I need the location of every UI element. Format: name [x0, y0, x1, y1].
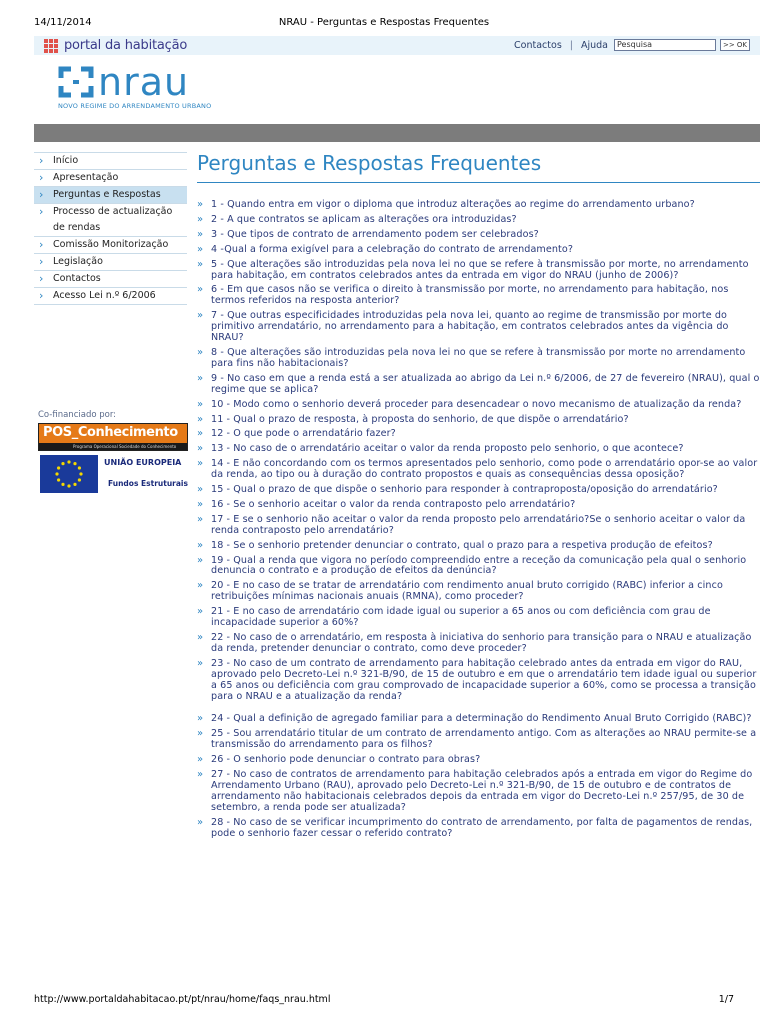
faq-link[interactable] [197, 818, 760, 840]
faq-link[interactable] [197, 200, 760, 211]
double-chevron-icon: » [197, 484, 204, 496]
faq-question: 12 - O que pode o arrendatário fazer? [211, 428, 396, 440]
faq-question: 6 - Em que casos não se verifica o direito à transmissão por morte, no arrendamento para habitação, nos termos referidos na resposta anterior? [211, 284, 729, 307]
faq-link[interactable] [197, 556, 760, 578]
faq-question: 20 - E no caso de se tratar de arrendatário com rendimento anual bruto corrigido (RABC) inferior a cinco retribuições mínimas nacionais anuais (RMNA), como proceder? [211, 580, 723, 603]
eu-flag-icon [40, 455, 98, 493]
faq-question: 1 - Quando entra em vigor o diploma que introduz alterações ao regime do arrendamento urbano? [211, 199, 695, 210]
cofinanced-label: Co-financiado por: [38, 410, 117, 420]
faq-link[interactable] [197, 729, 760, 751]
search-go-button[interactable]: >> OK [720, 39, 750, 51]
sidebar-item-legislacao[interactable] [34, 254, 187, 271]
faq-link[interactable] [197, 415, 760, 426]
top-links [514, 39, 750, 51]
chevron-right-icon: › [39, 255, 44, 268]
print-page-number: 1/7 [718, 994, 734, 1005]
double-chevron-icon: » [197, 580, 204, 592]
double-chevron-icon: » [197, 713, 204, 725]
faq-link[interactable] [197, 429, 760, 440]
faq-link[interactable] [197, 374, 760, 396]
double-chevron-icon: » [197, 606, 204, 618]
sidebar-item-label: Legislação [53, 256, 103, 267]
print-title: NRAU - Perguntas e Respostas Frequentes [278, 17, 490, 28]
faq-link[interactable] [197, 444, 760, 455]
faq-question: 15 - Qual o prazo de que dispõe o senhorio para responder à contraproposta/oposição do arrendatário? [211, 484, 718, 496]
faq-link[interactable] [197, 230, 760, 241]
faq-question: 10 - Modo como o senhorio deverá proceder para desencadear o novo mecanismo de atualização da renda? [211, 398, 742, 410]
grey-banner [34, 124, 760, 142]
page-title: Perguntas e Respostas Frequentes [197, 151, 542, 175]
chevron-right-icon: › [39, 272, 44, 285]
faq-link[interactable] [197, 581, 760, 603]
faq-question: 17 - E se o senhorio não aceitar o valor da renda proposto pelo arrendatário?Se o senhorio aceitar o valor da renda contraposto pelo arrendatário? [211, 513, 746, 536]
double-chevron-icon: » [197, 728, 204, 740]
double-chevron-icon: » [197, 372, 204, 384]
faq-link[interactable] [197, 659, 760, 703]
faq-question: 8 - Que alterações são introduzidas pela nova lei no que se refere à transmissão por morte no arrendamento para fins não habitacionais? [211, 346, 746, 369]
sidebar-item-contactos[interactable] [34, 271, 187, 288]
double-chevron-icon: » [197, 199, 204, 210]
main-content [197, 150, 760, 844]
double-chevron-icon: » [197, 258, 204, 270]
eu-funds: Fundos Estruturais [108, 479, 188, 488]
faq-question: 24 - Qual a definição de agregado familiar para a determinação do Rendimento Anual Bruto Corrigido (RABC)? [211, 713, 752, 725]
chevron-right-icon: › [39, 188, 44, 201]
faq-link[interactable] [197, 633, 760, 655]
faq-link[interactable] [197, 400, 760, 411]
pos-conhecimento-logo[interactable] [38, 423, 188, 451]
faq-link[interactable] [197, 541, 760, 552]
faq-question: 7 - Que outras especificidades introduzidas pela nova lei, quanto ao regime de transmissão por morte do primitivo arrendatário, no arrendamento para a habitação, em contratos celebrados antes da vigência do NRAU? [211, 310, 729, 344]
nrau-logo-word: nrau [98, 60, 190, 104]
title-rule [197, 182, 760, 183]
pos-logo-text: POS_Conhecimento [43, 425, 178, 440]
faq-question: 18 - Se o senhorio pretender denunciar o contrato, qual o prazo para a respetiva produção de efeitos? [211, 539, 713, 551]
faq-link[interactable] [197, 459, 760, 481]
faq-link[interactable] [197, 245, 760, 256]
faq-question: 23 - No caso de um contrato de arrendamento para habitação celebrado antes da entrada em vigor do RAU, aprovado pelo Decreto-Lei n.º 321-B/90, de 15 de outubro e em que o arrendatário tem idade igual ou superior a 65 anos ou deficiência com grau comprovado de incapacidade superior a 60%, como se processa a transição para o NRAU e a atualização da renda? [211, 657, 757, 702]
faq-link[interactable] [197, 500, 760, 511]
double-chevron-icon: » [197, 310, 204, 322]
portal-brand[interactable] [44, 37, 187, 54]
faq-question: 13 - No caso de o arrendatário aceitar o valor da renda proposto pelo senhorio, o que acontece? [211, 443, 684, 455]
faq-question: 11 - Qual o prazo de resposta, à proposta do senhorio, de que dispõe o arrendatário? [211, 413, 629, 425]
double-chevron-icon: » [197, 458, 204, 470]
faq-link[interactable] [197, 607, 760, 629]
double-chevron-icon: » [197, 554, 204, 566]
print-header [0, 17, 768, 31]
eu-funds-logo[interactable] [38, 453, 188, 495]
faq-question: 16 - Se o senhorio aceitar o valor da renda contraposto pelo arrendatário? [211, 498, 576, 510]
double-chevron-icon: » [197, 243, 204, 255]
double-chevron-icon: » [197, 284, 204, 296]
faq-link[interactable] [197, 311, 760, 344]
cofinanced-block [38, 410, 188, 495]
eu-title: UNIÃO EUROPEIA [104, 458, 182, 467]
sidebar-item-processo[interactable] [34, 204, 187, 237]
double-chevron-icon: » [197, 754, 204, 766]
sidebar-item-label: Apresentação [53, 172, 119, 183]
double-chevron-icon: » [197, 428, 204, 440]
faq-link[interactable] [197, 348, 760, 370]
sidebar-item-label: Perguntas e Respostas [53, 189, 161, 200]
faq-question: 14 - E não concordando com os termos apresentados pelo senhorio, como pode o arrendatário opor-se ao valor da renda, ao tipo ou à duração do contrato propostos e quais as consequências dessa oposição? [211, 458, 758, 481]
nrau-logo[interactable] [58, 60, 258, 114]
double-chevron-icon: » [197, 632, 204, 643]
faq-question: 2 - A que contratos se aplicam as alterações ora introduzidas? [211, 213, 517, 225]
double-chevron-icon: » [197, 413, 204, 425]
double-chevron-icon: » [197, 213, 204, 225]
nrau-logo-icon [58, 66, 94, 98]
faq-question: 28 - No caso de se verificar incumprimento do contrato de arrendamento, por falta de pagamentos de rendas, pode o senhorio fazer cessar o referido contrato? [211, 816, 753, 839]
faq-list [197, 200, 760, 840]
chevron-right-icon: › [39, 171, 44, 184]
faq-link[interactable] [197, 285, 760, 307]
sidebar-item-label: Contactos [53, 273, 101, 284]
double-chevron-icon: » [197, 346, 204, 358]
sidebar-item-acesso-lei[interactable] [34, 288, 187, 305]
faq-question: 19 - Qual a renda que vigora no período compreendido entre a receção da comunicação pela qual o senhorio denuncia o contrato e a produção de efeitos da denúncia? [211, 554, 747, 577]
contactos-link[interactable]: Contactos [514, 39, 562, 51]
chevron-right-icon: › [39, 205, 44, 218]
double-chevron-icon: » [197, 513, 204, 525]
sidebar-item-inicio[interactable] [34, 152, 187, 170]
faq-link[interactable] [197, 215, 760, 226]
double-chevron-icon: » [197, 816, 204, 828]
chevron-right-icon: › [39, 238, 44, 251]
faq-link[interactable] [197, 515, 760, 537]
double-chevron-icon: » [197, 443, 204, 455]
chevron-right-icon: › [39, 289, 44, 302]
faq-question: 26 - O senhorio pode denunciar o contrato para obras? [211, 754, 481, 766]
faq-question: 9 - No caso em que a renda está a ser atualizada ao abrigo da Lei n.º 6/2006, de 27 de fevereiro (NRAU), qual o regime que se aplica? [211, 372, 760, 395]
double-chevron-icon: » [197, 228, 204, 240]
sidebar-item-label: Acesso Lei n.º 6/2006 [53, 290, 156, 301]
faq-question: 5 - Que alterações são introduzidas pela nova lei no que se refere à transmissão por morte, no arrendamento para habitação, em contratos celebrados antes da entrada em vigor do NRAU (junho de 2006)? [211, 258, 749, 281]
portal-grid-icon [44, 39, 58, 53]
double-chevron-icon: » [197, 657, 204, 669]
faq-link[interactable] [197, 755, 760, 766]
double-chevron-icon: » [197, 398, 204, 410]
faq-link[interactable] [197, 770, 760, 814]
sidebar-item-apresentacao[interactable] [34, 170, 187, 187]
faq-question: 4 -Qual a forma exigível para a celebração do contrato de arrendamento? [211, 243, 574, 255]
faq-question: 27 - No caso de contratos de arrendamento para habitação celebrados após a entrada em vigor do Regime do Arrendamento Urbano (RAU), aprovado pelo Decreto-Lei n.º 321-B/90, de 15 de outubro e de contratos de arrendamento não habitacionais celebrados depois da entrada em vigor do Decreto-Lei n.º 257/95, de 30 de setembro, a renda pode ser atualizada? [211, 769, 753, 813]
double-chevron-icon: » [197, 498, 204, 510]
sidebar-item-label: Comissão Monitorização [53, 239, 169, 250]
print-date: 14/11/2014 [34, 17, 92, 28]
ajuda-link[interactable]: Ajuda [580, 39, 608, 51]
double-chevron-icon: » [197, 539, 204, 551]
double-chevron-icon: » [197, 769, 204, 781]
portal-brand-text: portal da habitação [64, 38, 188, 53]
sidebar-item-label: Processo de actualização de rendas [53, 206, 173, 233]
link-separator: | [569, 39, 573, 51]
faq-link[interactable] [197, 485, 760, 496]
sidebar-item-comissao[interactable] [34, 237, 187, 254]
faq-question: 22 - No caso de o arrendatário, em resposta à iniciativa do senhorio para transição para o NRAU e atualização da renda, pretender denunciar o contrato, como deve proceder? [211, 632, 752, 654]
sidebar-item-label: Início [53, 155, 79, 166]
search-input[interactable]: Pesquisa [614, 39, 716, 51]
faq-link[interactable] [197, 714, 760, 725]
print-footer [0, 994, 768, 1008]
faq-question: 3 - Que tipos de contrato de arrendamento podem ser celebrados? [211, 228, 539, 240]
print-url: http://www.portaldahabitacao.pt/pt/nrau/home/faqs_nrau.html [34, 994, 331, 1005]
sidebar-nav [34, 152, 187, 305]
top-bar [34, 36, 760, 55]
pos-logo-subtitle: Programa Operacional Sociedade do Conhecimento [73, 444, 177, 449]
faq-link[interactable] [197, 260, 760, 282]
faq-question: 21 - E no caso de arrendatário com idade igual ou superior a 65 anos ou com deficiência com grau de incapacidade superior a 60%? [211, 606, 711, 629]
chevron-right-icon: › [39, 154, 44, 167]
faq-question: 25 - Sou arrendatário titular de um contrato de arrendamento antigo. Com as alterações ao NRAU permite-se a transmissão do arrendamento para os filhos? [211, 728, 757, 751]
sidebar-item-perguntas[interactable] [34, 187, 187, 204]
nrau-logo-subtitle: NOVO REGIME DO ARRENDAMENTO URBANO [58, 102, 212, 110]
